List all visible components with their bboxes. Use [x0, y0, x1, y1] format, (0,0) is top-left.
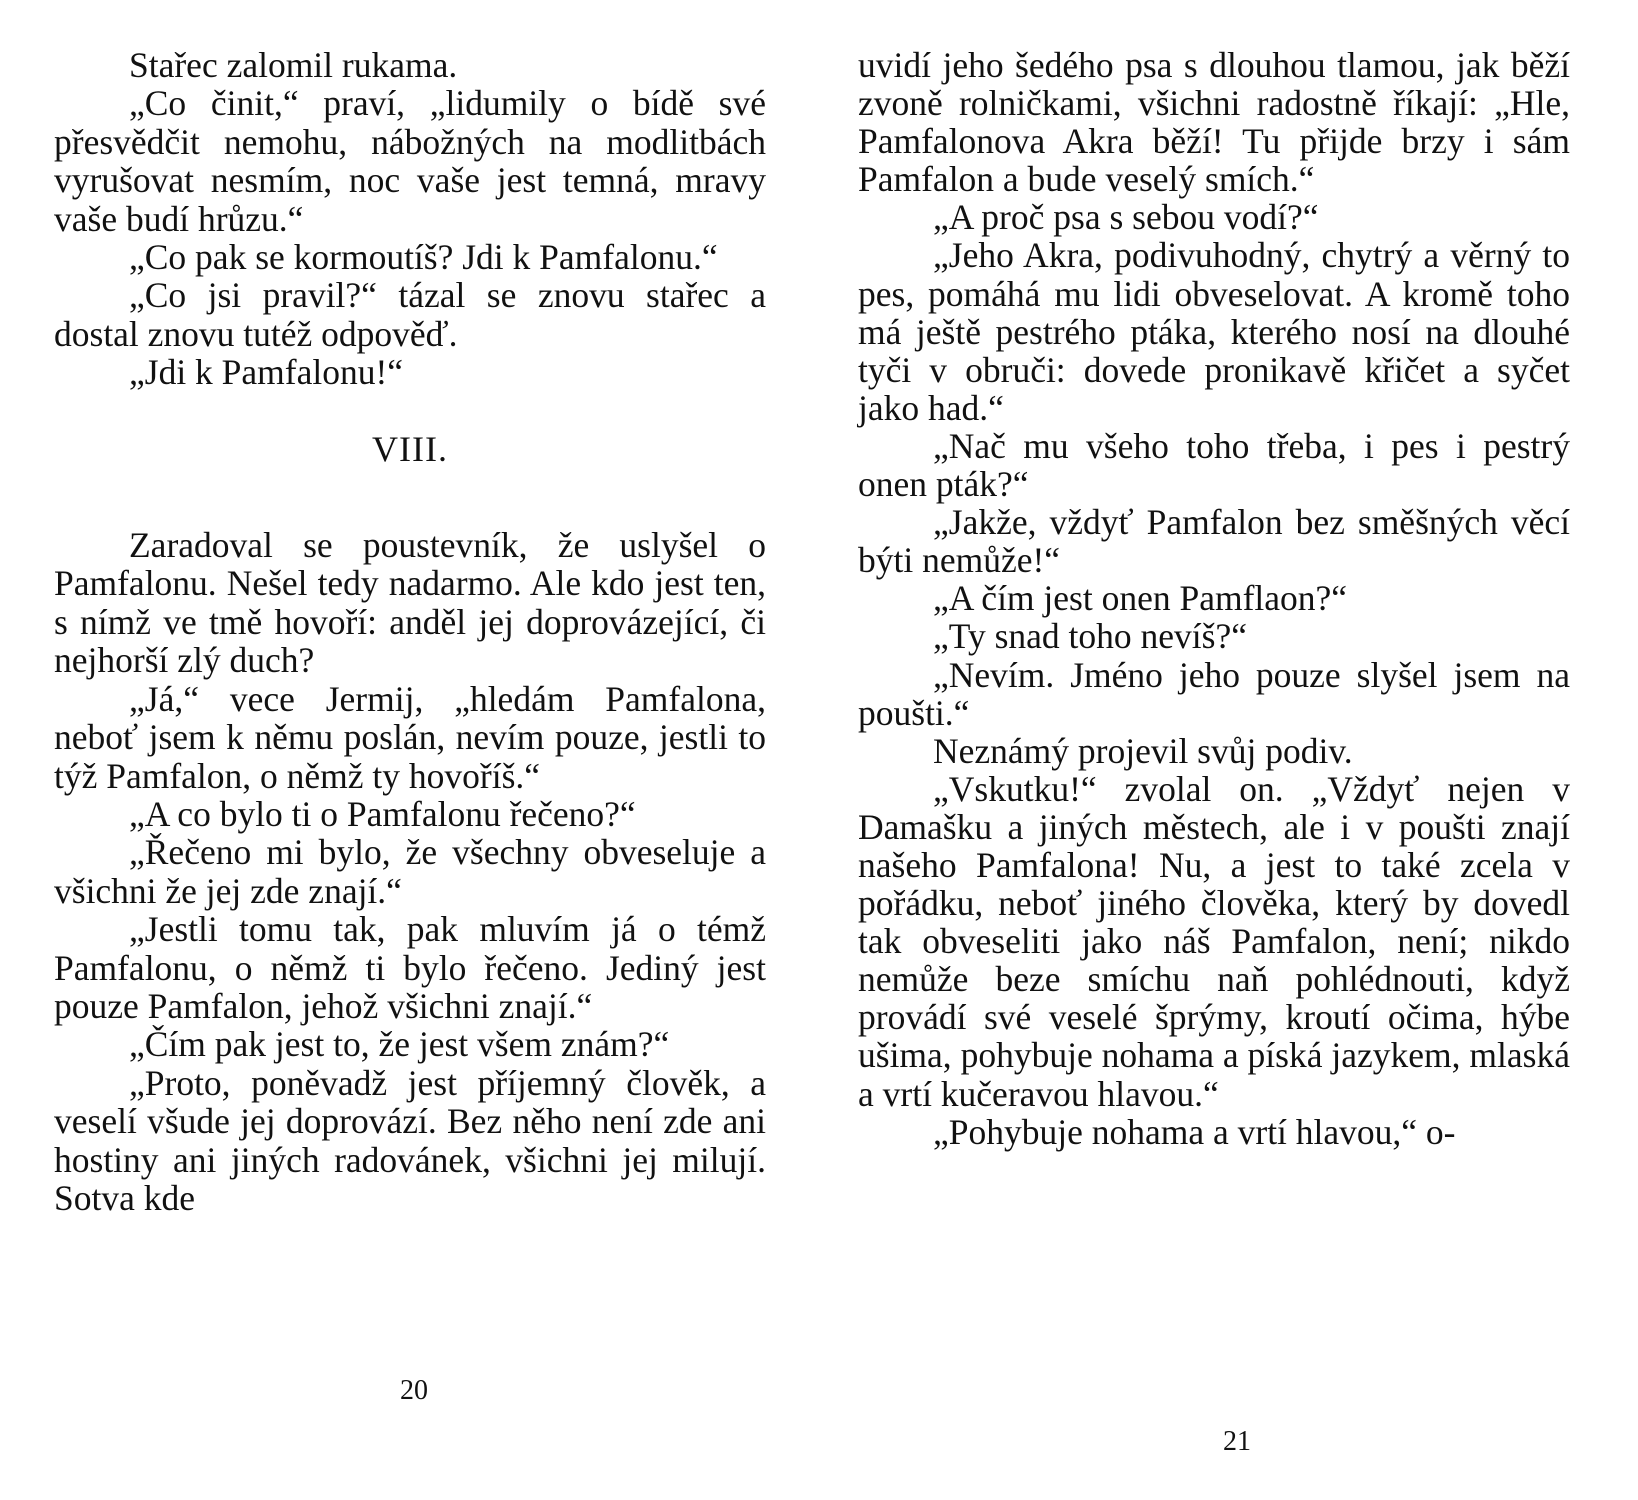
paragraph: Zaradoval se poustevník, že uslyšel o Pamfalonu. Nešel tedy nadarmo. Ale kdo jest ten, s nímž ve tmě hovoří: anděl jej doprovázející, či nejhorší zlý duch? — [54, 525, 766, 681]
paragraph: „Nevím. Jméno jeho pouze slyšel jsem na poušti.“ — [858, 654, 1570, 733]
chapter-heading: VIII. — [372, 428, 448, 469]
paragraph: Stařec zalomil rukama. — [129, 45, 458, 85]
left-page — [54, 46, 766, 1217]
paragraph: „Nač mu všeho toho třeba, i pes i pestrý onen pták?“ — [858, 425, 1570, 505]
paragraph: „Jdi k Pamfalonu!“ — [129, 352, 404, 393]
page-number-right: 21 — [1223, 1426, 1251, 1457]
right-page — [858, 46, 1570, 1151]
paragraph: „Čím pak jest to, že jest všem znám?“ — [129, 1024, 670, 1065]
paragraph: „Co pak se kormoutíš? Jdi k Pamfalonu.“ — [129, 237, 718, 278]
paragraph: „Proto, poněvadž jest příjemný člověk, a veselí všude jej doprovází. Bez něho není zde ani hostiny ani jiných radovánek, všichni jej milují. Sotva kde — [54, 1062, 766, 1218]
paragraph: „Já,“ vece Jermij, „hledám Pamfalona, neboť jsem k němu poslán, nevím pouze, jestli to týž Pamfalon, o němž ty hovoříš.“ — [54, 678, 766, 796]
paragraph: „Řečeno mi bylo, že všechny obveseluje a všichni že jej zde znají.“ — [54, 832, 766, 911]
paragraph: „Pohybuje nohama a vrtí hlavou,“ o- — [933, 1111, 1456, 1152]
page-number-left: 20 — [400, 1375, 428, 1406]
paragraph: „Jakže, vždyť Pamfalon bez směšných věcí býti nemůže!“ — [858, 502, 1570, 581]
paragraph: „Vskutku!“ zvolal on. „Vždyť nejen v Damašku a jiných městech, ale i v poušti znají našeho Pamfalona! Nu, a jest to také zcela v pořádku, neboť jiného člověka, který by dovedl tak obveseliti jako náš Pamfalon, není; nikdo nemůže beze smíchu naň pohlédnouti, když provádí své veselé šprýmy, kroutí očima, hýbe ušima, pohybuje nohama a píská jazykem, mlaská a vrtí kučeravou hlavou.“ — [858, 768, 1570, 1114]
paragraph: „Jeho Akra, podivuhodný, chytrý a věrný to pes, pomáhá mu lidi obveselovat. A kromě toho má ještě pestrého ptáka, kterého nosí na dlouhé tyči v obruči: dovede pronikavě křičet a syčet jako had.“ — [858, 235, 1570, 428]
paragraph: „A co bylo ti o Pamfalonu řečeno?“ — [129, 793, 636, 834]
paragraph: „Ty snad toho nevíš?“ — [933, 616, 1247, 657]
paragraph: „Co jsi pravil?“ tázal se znovu stařec a dostal znovu tutéž odpověď. — [54, 275, 766, 354]
paragraph: uvidí jeho šedého psa s dlouhou tlamou, jak běží zvoně rolničkami, všichni radostně říkají: „Hle, Pamfalonova Akra běží! Tu přijde brzy i sám Pamfalon a bude veselý smích.“ — [858, 45, 1570, 200]
paragraph: „Jestli tomu tak, pak mluvím já o témž Pamfalonu, o němž ti bylo řečeno. Jediný jest pouze Pamfalon, jehož všichni znají.“ — [54, 909, 766, 1026]
paragraph: „A čím jest onen Pamflaon?“ — [933, 578, 1348, 619]
paragraph: Neznámý projevil svůj podiv. — [933, 730, 1353, 771]
paragraph: „A proč psa s sebou vodí?“ — [933, 197, 1319, 238]
paragraph: „Co činit,“ praví, „lidumily o bídě své přesvědčit nemohu, nábožných na modlitbách vyrušovat nesmím, noc vaše jest temná, mravy vaše budí hrůzu.“ — [54, 83, 766, 239]
